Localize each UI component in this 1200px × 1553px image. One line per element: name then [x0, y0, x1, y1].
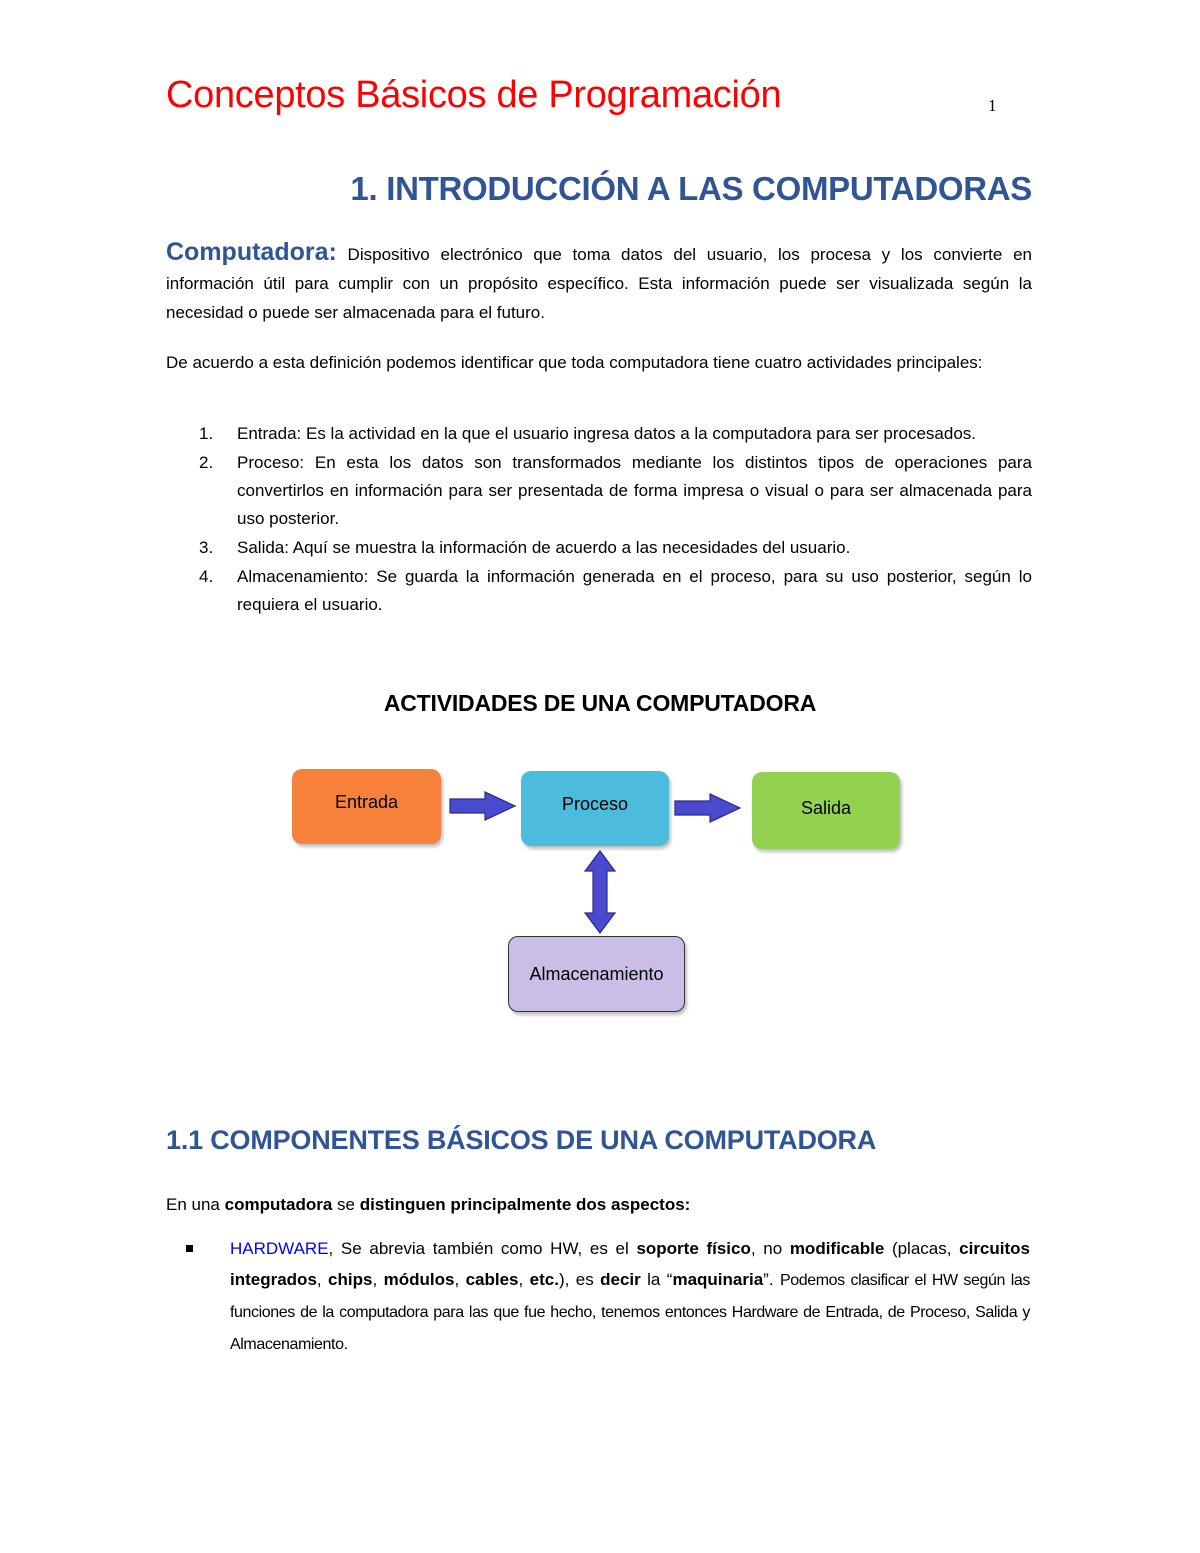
list-number: 4.	[199, 567, 214, 586]
list-number: 3.	[199, 538, 214, 557]
list-number: 1.	[199, 424, 214, 443]
list-text: Entrada: Es la actividad en la que el usuario ingresa datos a la computadora para ser procesados.	[237, 424, 977, 443]
hw-bold: maquinaria	[672, 1270, 764, 1289]
hw-text: , Se abrevia también como HW, es el	[328, 1239, 637, 1258]
list-number: 2.	[199, 453, 214, 472]
arrow-proceso-almacenamiento	[585, 851, 615, 933]
intro-text: se	[332, 1195, 360, 1214]
section-heading: 1. INTRODUCCIÓN A LAS COMPUTADORAS	[350, 170, 1032, 207]
list-text: Proceso: En esta los datos son transformados mediante los distintos tipos de operaciones para convertirlos en información para ser presentada de forma impresa o visual o para ser almacenada para uso posterior.	[237, 453, 1032, 528]
hw-bold: modificable	[789, 1239, 885, 1258]
hw-text: ”.	[763, 1270, 780, 1289]
intro-bold-aspectos: distinguen principalmente dos aspectos:	[359, 1195, 691, 1214]
definition-text: Dispositivo electrónico que toma datos del usuario, los procesa y los convierte en información útil para cumplir con un propósito específico. Esta información puede ser visualizada según la necesidad o puede ser almacenada para el futuro.	[166, 245, 1032, 322]
hw-bold: soporte físico	[636, 1239, 751, 1258]
components-intro	[166, 1190, 1032, 1219]
hw-bold: cables	[465, 1270, 519, 1289]
list-text: Almacenamiento: Se guarda la información generada en el proceso, para su uso posterior, según lo requiera el usuario.	[237, 567, 1032, 614]
intro-paragraph: De acuerdo a esta definición podemos identificar que toda computadora tiene cuatro actividades principales:	[166, 353, 983, 372]
entrada-label: Entrada	[334, 792, 399, 812]
hw-bold: decir	[600, 1270, 641, 1289]
proceso-label: Proceso	[561, 794, 629, 814]
document-header-title: Conceptos Básicos de Programación	[166, 74, 782, 116]
intro-bold-computadora: computadora	[224, 1195, 333, 1214]
list-text: Salida: Aquí se muestra la información de acuerdo a las necesidades del usuario.	[237, 538, 851, 557]
subsection-heading: 1.1 COMPONENTES BÁSICOS DE UNA COMPUTADORA	[166, 1125, 877, 1155]
salida-label: Salida	[800, 798, 852, 818]
hw-text: ,	[316, 1270, 329, 1289]
hardware-label: HARDWARE	[230, 1239, 329, 1258]
diagram-title: ACTIVIDADES DE UNA COMPUTADORA	[383, 690, 817, 716]
hw-text: (placas,	[884, 1239, 960, 1258]
hw-text: la “	[640, 1270, 673, 1289]
hw-bold: etc.	[529, 1270, 559, 1289]
intro-text: En una	[166, 1195, 225, 1214]
hw-text: ,	[518, 1270, 530, 1289]
arrow-entrada-proceso	[450, 792, 515, 820]
arrow-proceso-salida	[675, 794, 740, 822]
hw-text: ,	[372, 1270, 384, 1289]
hw-bold: chips	[328, 1270, 373, 1289]
hw-text: ), es	[558, 1270, 601, 1289]
hw-bold: circuitos integrados	[230, 1239, 1030, 1289]
bullet-icon	[186, 1245, 193, 1252]
almacenamiento-label: Almacenamiento	[529, 963, 664, 984]
hw-text: , no	[750, 1239, 790, 1258]
definition-term: Computadora:	[166, 238, 337, 266]
hardware-item	[230, 1233, 1030, 1360]
hw-text: ,	[454, 1270, 466, 1289]
hw-rest-text: Podemos clasificar el HW según las funciones de la computadora para las que fue hecho, tenemos entonces Hardware de Entrada, de Proceso, Salida y Almacenamiento.	[230, 1272, 1031, 1353]
page-number: 1	[988, 96, 997, 115]
hw-bold: módulos	[383, 1270, 455, 1289]
